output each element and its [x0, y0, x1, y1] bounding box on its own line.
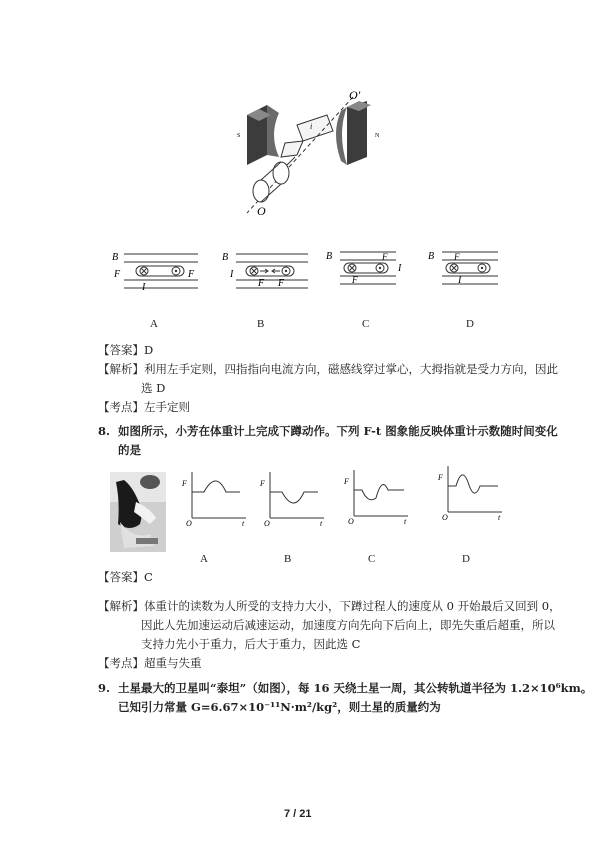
q7-analysis-line2: 选 D	[141, 381, 166, 395]
q8-graph-d	[436, 462, 506, 522]
q8-graph-a	[180, 468, 250, 528]
svg-text:F: F	[278, 278, 285, 289]
axis-label-bottom: O	[257, 204, 266, 218]
scale-photo	[110, 472, 166, 552]
svg-text:F: F	[260, 479, 265, 488]
svg-text:t: t	[320, 519, 323, 528]
q8-point: 【考点】超重与失重	[98, 656, 202, 670]
motor-figure	[225, 85, 395, 220]
svg-text:O: O	[348, 517, 354, 526]
q7-option-b-letter: B	[257, 318, 265, 330]
q8-option-b-letter: B	[284, 553, 292, 565]
q7-option-c-letter: C	[362, 318, 370, 330]
svg-text:O: O	[186, 519, 192, 528]
q8-option-d-letter: D	[462, 553, 470, 565]
svg-text:F: F	[258, 278, 265, 289]
q7-option-d-diagram	[428, 246, 520, 292]
svg-text:F: F	[114, 269, 121, 280]
q8-answer: 【答案】C	[98, 570, 153, 584]
q7-option-b-diagram	[222, 246, 314, 292]
q8-graph-c	[342, 466, 412, 526]
q7-answer: 【答案】D	[98, 343, 154, 357]
q8-option-a-letter: A	[200, 553, 208, 565]
q8-stem-line2: 的是	[118, 443, 141, 457]
q8-analysis-line2: 因此人先加速运动后减速运动，加速度方向先向下后向上，即先失重后超重，所以	[141, 618, 555, 632]
page-number: 7 / 21	[284, 808, 312, 820]
svg-text:F: F	[182, 479, 187, 488]
svg-text:F: F	[382, 252, 388, 262]
q7-point: 【考点】左手定则	[98, 400, 190, 414]
svg-text:t: t	[404, 517, 407, 526]
q8-stem-line1: 如图所示，小芳在体重计上完成下蹲动作。下列 F-t 图象能反映体重计示数随时间变化	[118, 424, 558, 438]
svg-text:O: O	[264, 519, 270, 528]
svg-text:F: F	[344, 477, 349, 486]
svg-text:t: t	[242, 519, 245, 528]
q7-option-d-letter: D	[466, 318, 474, 330]
svg-text:I: I	[398, 263, 402, 274]
svg-text:t: t	[498, 513, 501, 522]
svg-text:F: F	[352, 275, 358, 285]
svg-text:F: F	[188, 269, 195, 280]
q9-number: 9.	[98, 681, 111, 695]
q8-graph-b	[258, 468, 328, 528]
q7-option-a-letter: A	[150, 318, 158, 330]
q8-option-c-letter: C	[368, 553, 376, 565]
svg-text:O: O	[442, 513, 448, 522]
q7-option-a-diagram	[112, 246, 204, 292]
q8-analysis-line3: 支持力先小于重力，后大于重力，因此选 C	[141, 637, 361, 651]
q8-number: 8.	[98, 424, 111, 438]
q7-analysis-line1: 【解析】利用左手定则，四指指向电流方向，磁感线穿过掌心，大拇指就是受力方向，因此	[98, 362, 558, 376]
svg-text:I: I	[142, 282, 146, 292]
svg-text:I: I	[230, 269, 234, 280]
south-label: S	[237, 133, 241, 139]
q7-option-c-diagram	[326, 246, 418, 292]
svg-text:F: F	[438, 473, 443, 482]
svg-text:B: B	[112, 252, 119, 263]
svg-text:F: F	[454, 252, 460, 262]
north-label: N	[375, 133, 380, 139]
svg-text:B: B	[326, 251, 333, 262]
current-label: i	[310, 122, 313, 131]
q9-stem-line2: 已知引力常量 G=6.67×10⁻¹¹N·m²/kg²，则土星的质量约为	[118, 700, 441, 714]
q9-stem-line1: 土星最大的卫星叫“泰坦”（如图），每 16 天绕土星一周，其公转轨道半径为 1.2×10⁶km。	[118, 681, 593, 695]
svg-text:I: I	[458, 275, 462, 286]
axis-label-top: O′	[349, 88, 361, 102]
svg-text:B: B	[222, 252, 229, 263]
svg-text:B: B	[428, 251, 435, 262]
q8-analysis-line1: 【解析】体重计的读数为人所受的支持力大小，下蹲过程人的速度从 0 开始最后又回到 0，	[98, 599, 561, 613]
